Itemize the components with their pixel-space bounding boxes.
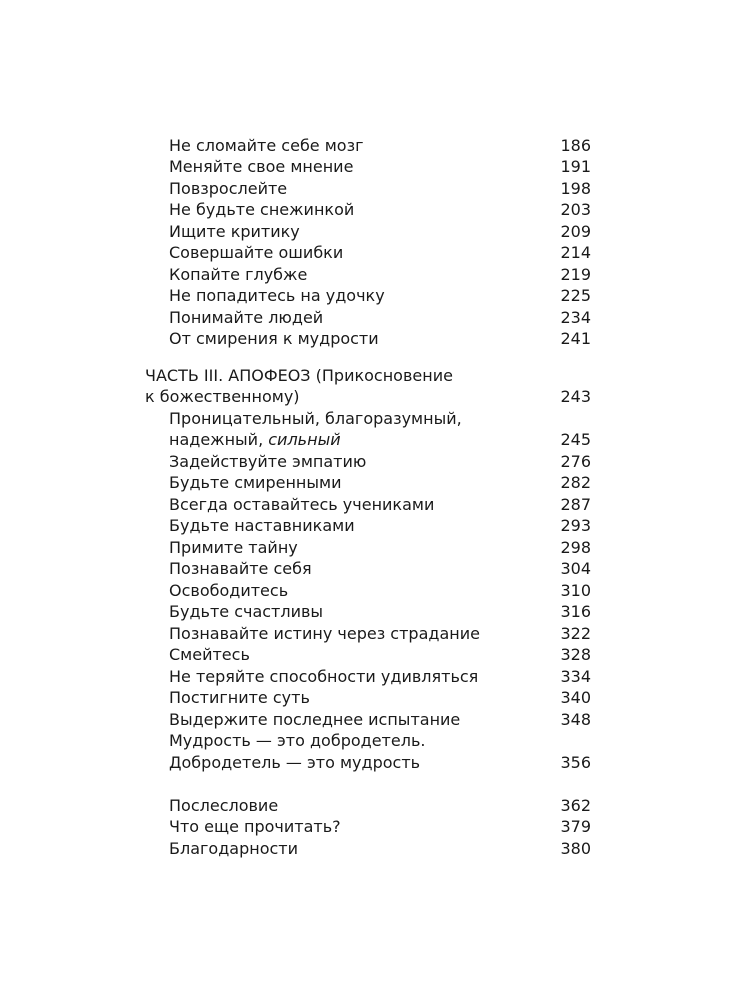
toc-entry-title: Что еще прочитать? bbox=[169, 817, 341, 836]
toc-entry-title: Меняйте свое мнение bbox=[169, 157, 354, 176]
toc-entry-title: Освободитесь bbox=[169, 581, 289, 600]
toc-entry-title: Познавайте истину через страдание bbox=[169, 624, 480, 643]
toc-entry-title: Не сломайте себе мозг bbox=[169, 136, 364, 155]
toc-entry-title: Задействуйте эмпатию bbox=[169, 452, 367, 471]
toc-entry-title: Будьте счастливы bbox=[169, 602, 324, 621]
toc-entry-page: 234 bbox=[560, 308, 591, 327]
toc-entry-title-line2 bbox=[169, 429, 341, 450]
toc-entry-title: Послесловие bbox=[169, 796, 279, 815]
toc-entry-title: Постигните суть bbox=[169, 688, 310, 707]
toc-entry-page: 304 bbox=[560, 559, 591, 578]
part-heading-page: 243 bbox=[560, 387, 591, 406]
part-heading-line2: к божественному) bbox=[145, 387, 300, 406]
toc-entry-title: Всегда оставайтесь учениками bbox=[169, 495, 435, 514]
toc-entry-title: Благодарности bbox=[169, 839, 298, 858]
toc-entry-title: Понимайте людей bbox=[169, 308, 324, 327]
toc-entry-page: 241 bbox=[560, 329, 591, 348]
title-italic: сильный bbox=[268, 430, 341, 449]
toc-entry-page: 334 bbox=[560, 667, 591, 686]
toc-entry-page: 328 bbox=[560, 645, 591, 664]
toc-entry-title: Выдержите последнее испытание bbox=[169, 710, 461, 729]
toc-entry-page: 186 bbox=[560, 136, 591, 155]
toc-entry-page: 225 bbox=[560, 286, 591, 305]
toc-entry-title: Ищите критику bbox=[169, 222, 300, 241]
toc-entry-page: 316 bbox=[560, 602, 591, 621]
toc-entry-page: 219 bbox=[560, 265, 591, 284]
toc-entry-title: Не теряйте способности удивляться bbox=[169, 667, 479, 686]
toc-entry-page: 245 bbox=[560, 430, 591, 449]
part-heading-line1: ЧАСТЬ III. АПОФЕОЗ (Прикосновение bbox=[145, 366, 453, 385]
toc-entry-page: 276 bbox=[560, 452, 591, 471]
toc-entry-title-line1: Проницательный, благоразумный, bbox=[169, 409, 462, 428]
toc-entry-title-line2: Добродетель — это мудрость bbox=[169, 753, 421, 772]
toc-entry-title: От смирения к мудрости bbox=[169, 329, 379, 348]
toc-entry-page: 214 bbox=[560, 243, 591, 262]
toc-entry-page: 356 bbox=[560, 753, 591, 772]
toc-entry-title-line1: Мудрость — это добродетель. bbox=[169, 731, 426, 750]
toc-entry-page: 362 bbox=[560, 796, 591, 815]
toc-entry-title: Познавайте себя bbox=[169, 559, 312, 578]
title-plain: надежный, bbox=[169, 430, 269, 449]
toc-entry-title: Будьте наставниками bbox=[169, 516, 355, 535]
toc-entry-page: 379 bbox=[560, 817, 591, 836]
toc-entry-page: 203 bbox=[560, 200, 591, 219]
toc-entry-title: Повзрослейте bbox=[169, 179, 288, 198]
toc-entry-title: Копайте глубже bbox=[169, 265, 308, 284]
toc-entry-page: 282 bbox=[560, 473, 591, 492]
toc-entry-title: Примите тайну bbox=[169, 538, 298, 557]
toc-entry-title: Смейтесь bbox=[169, 645, 250, 664]
toc-entry-page: 380 bbox=[560, 839, 591, 858]
toc-entry-page: 293 bbox=[560, 516, 591, 535]
toc-entry-page: 310 bbox=[560, 581, 591, 600]
toc-entry-page: 198 bbox=[560, 179, 591, 198]
toc-entry-page: 209 bbox=[560, 222, 591, 241]
toc-entry-title: Не попадитесь на удочку bbox=[169, 286, 385, 305]
toc-entry-title: Не будьте снежинкой bbox=[169, 200, 355, 219]
toc-entry-page: 298 bbox=[560, 538, 591, 557]
toc-entry-page: 340 bbox=[560, 688, 591, 707]
toc-entry-title: Будьте смиренными bbox=[169, 473, 342, 492]
toc-entry-page: 348 bbox=[560, 710, 591, 729]
toc-entry-page: 287 bbox=[560, 495, 591, 514]
toc-entry-page: 191 bbox=[560, 157, 591, 176]
toc-entry-page: 322 bbox=[560, 624, 591, 643]
toc-entry-title: Совершайте ошибки bbox=[169, 243, 344, 262]
